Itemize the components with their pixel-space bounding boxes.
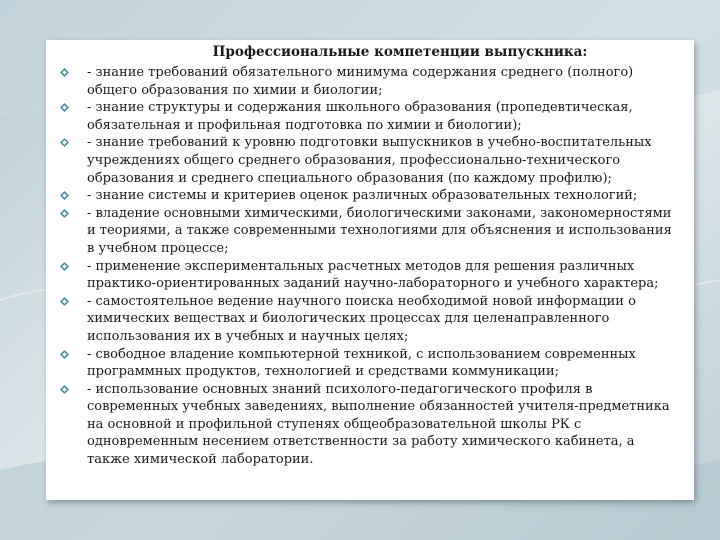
list-item-text: - знание системы и критериев оценок различных образовательных технологий;: [87, 188, 638, 204]
slide-title: Профессиональные компетенции выпускника:: [212, 44, 588, 60]
competency-list: [46, 64, 694, 469]
diamond-bullet-icon: [60, 209, 69, 218]
list-item-text: - использование основных знаний психолого-педагогического профиля в современных учебных заведениях, выполнение обязанностей учителя-предметника на основной и профильной ступенях общеобразовательной школы РК с одновременным несением ответственности за работу химического кабинета, а также химической лаборатории.: [87, 381, 670, 468]
list-item: [46, 205, 694, 258]
list-item: [46, 64, 694, 99]
slide-content-panel: [46, 40, 694, 500]
diamond-bullet-icon: [60, 191, 69, 200]
list-item: [46, 381, 694, 469]
diamond-bullet-icon: [60, 138, 69, 147]
list-item-text: - применение экспериментальных расчетных методов для решения различных практико-ориентированных заданий научно-лабораторного и учебного характера;: [87, 258, 659, 292]
diamond-bullet-icon: [60, 103, 69, 112]
list-item: [46, 134, 694, 187]
diamond-bullet-icon: [60, 262, 69, 271]
list-item-text: - свободное владение компьютерной техникой, с использованием современных программных продуктов, технологией и средствами коммуникации;: [87, 346, 636, 380]
list-item: [46, 346, 694, 381]
diamond-bullet-icon: [60, 350, 69, 359]
diamond-bullet-icon: [60, 385, 69, 394]
diamond-bullet-icon: [60, 297, 69, 306]
list-item-text: - самостоятельное ведение научного поиска необходимой новой информации о химических веществах и биологических процессах для целенаправленного использования их в учебных и научных целях;: [87, 293, 636, 344]
list-item: [46, 258, 694, 293]
list-item-text: - владение основными химическими, биологическими законами, закономерностями и теориями, а также современными технологиями для объяснения и использования в учебном процессе;: [87, 205, 672, 256]
diamond-bullet-icon: [60, 68, 69, 77]
list-item: [46, 187, 694, 205]
list-item-text: - знание требований к уровню подготовки выпускников в учебно-воспитательных учреждениях общего среднего образования, профессионально-технического образования и среднего специального образования (по каждому профилю);: [87, 135, 652, 186]
list-item-text: - знание требований обязательного минимума содержания среднего (полного) общего образования по химии и биологии;: [87, 65, 634, 98]
list-item: [46, 99, 694, 134]
list-item: [46, 293, 694, 346]
list-item-text: - знание структуры и содержания школьного образования (пропедевтическая, обязательная и профильная подготовка по химии и биологии);: [87, 100, 633, 133]
